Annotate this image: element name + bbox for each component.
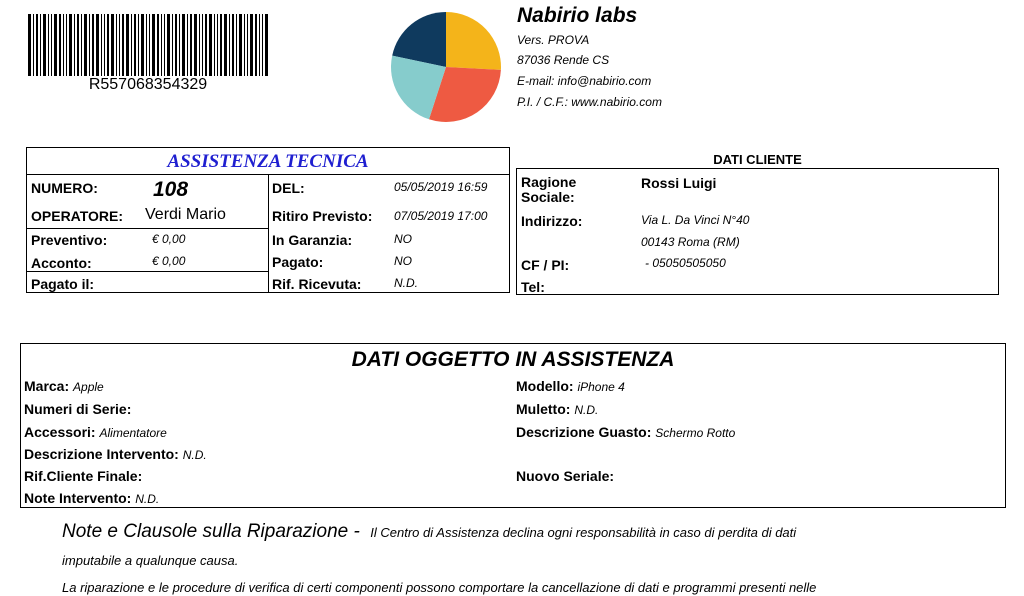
rif-cliente-row: [24, 468, 142, 484]
cf-value: - 05050505050: [645, 256, 726, 270]
del-value: 05/05/2019 16:59: [394, 180, 488, 194]
barcode-bars: [28, 14, 268, 76]
ticket-divider: [268, 174, 269, 293]
ritiro-label: Ritiro Previsto:: [272, 208, 373, 224]
notes-text2: imputabile a qualunque causa.: [62, 553, 239, 568]
note-row: [24, 490, 159, 506]
modello-row: [516, 378, 625, 394]
barcode: [28, 14, 268, 94]
garanzia-value: NO: [394, 232, 412, 246]
marca-label: Marca:: [24, 378, 70, 394]
pagato-label: Pagato:: [272, 254, 324, 270]
preventivo-value: € 0,00: [152, 232, 186, 246]
ricevuta-value: N.D.: [394, 276, 418, 290]
company-line-version: Vers. PROVA: [517, 33, 590, 47]
company-logo: [389, 10, 503, 124]
preventivo-label: Preventivo:: [31, 232, 108, 248]
marca-row: [24, 378, 104, 394]
serie-row: [24, 401, 131, 417]
note-label: Note Intervento:: [24, 490, 132, 506]
indirizzo-line1: Via L. Da Vinci N°40: [641, 213, 750, 227]
indirizzo-line2: 00143 Roma (RM): [641, 235, 740, 249]
company-line-address: 87036 Rende CS: [517, 53, 610, 67]
acconto-value: € 0,00: [152, 254, 186, 268]
guasto-row: [516, 424, 735, 440]
ritiro-value: 07/05/2019 17:00: [394, 209, 488, 223]
modello-label: Modello:: [516, 378, 574, 394]
intervento-row: [24, 446, 207, 462]
guasto-value: Schermo Rotto: [655, 426, 736, 440]
accessori-value: Alimentatore: [99, 426, 167, 440]
pagato-il-label: Pagato il:: [31, 276, 95, 292]
guasto-label: Descrizione Guasto:: [516, 424, 652, 440]
modello-value: iPhone 4: [577, 380, 625, 394]
client-title: DATI CLIENTE: [713, 152, 802, 167]
operatore-label: OPERATORE:: [31, 208, 124, 224]
notes-line1: [62, 521, 796, 543]
tel-label: Tel:: [521, 279, 545, 295]
note-value: N.D.: [135, 492, 160, 506]
numero-value: 108: [153, 178, 189, 201]
intervento-value: N.D.: [182, 448, 207, 462]
ticket-title: ASSISTENZA TECNICA: [167, 151, 369, 172]
logo-slice-yellow: [446, 12, 501, 70]
serie-label: Numeri di Serie:: [24, 401, 132, 417]
notes-heading: Note e Clausole sulla Riparazione -: [62, 521, 360, 542]
notes-text3: La riparazione e le procedure di verifica di certi componenti possono comportare la cancellazione di dati e programmi presenti nelle: [62, 580, 817, 595]
muletto-label: Muletto:: [516, 401, 571, 417]
del-label: DEL:: [272, 180, 305, 196]
operatore-value: Verdi Mario: [145, 206, 226, 223]
nuovo-seriale-label: Nuovo Seriale:: [516, 468, 615, 484]
ticket-divider: [26, 228, 268, 229]
notes-text1: Il Centro di Assistenza declina ogni responsabilità in caso di perdita di dati: [370, 525, 797, 540]
object-title: DATI OGGETTO IN ASSISTENZA: [351, 348, 675, 371]
rif-cliente-label: Rif.Cliente Finale:: [24, 468, 143, 484]
pagato-value: NO: [394, 254, 412, 268]
muletto-value: N.D.: [574, 403, 599, 417]
ragione-value: Rossi Luigi: [641, 175, 717, 191]
ticket-divider: [26, 271, 268, 272]
company-line-vat: P.I. / C.F.: www.nabirio.com: [517, 95, 662, 109]
barcode-code: R557068354329: [88, 76, 208, 93]
ragione-label: Ragione Sociale:: [521, 174, 577, 205]
accessori-row: [24, 424, 167, 440]
intervento-label: Descrizione Intervento:: [24, 446, 179, 462]
garanzia-label: In Garanzia:: [272, 232, 353, 248]
acconto-label: Acconto:: [31, 255, 92, 271]
ricevuta-label: Rif. Ricevuta:: [272, 276, 362, 292]
accessori-label: Accessori:: [24, 424, 96, 440]
muletto-row: [516, 401, 598, 417]
company-line-email: E-mail: info@nabirio.com: [517, 74, 652, 88]
marca-value: Apple: [73, 380, 104, 394]
indirizzo-label: Indirizzo:: [521, 213, 583, 229]
nuovo-seriale-row: [516, 468, 614, 484]
cf-label: CF / PI:: [521, 257, 570, 273]
numero-label: NUMERO:: [31, 180, 98, 196]
company-name: Nabirio labs: [517, 4, 638, 27]
